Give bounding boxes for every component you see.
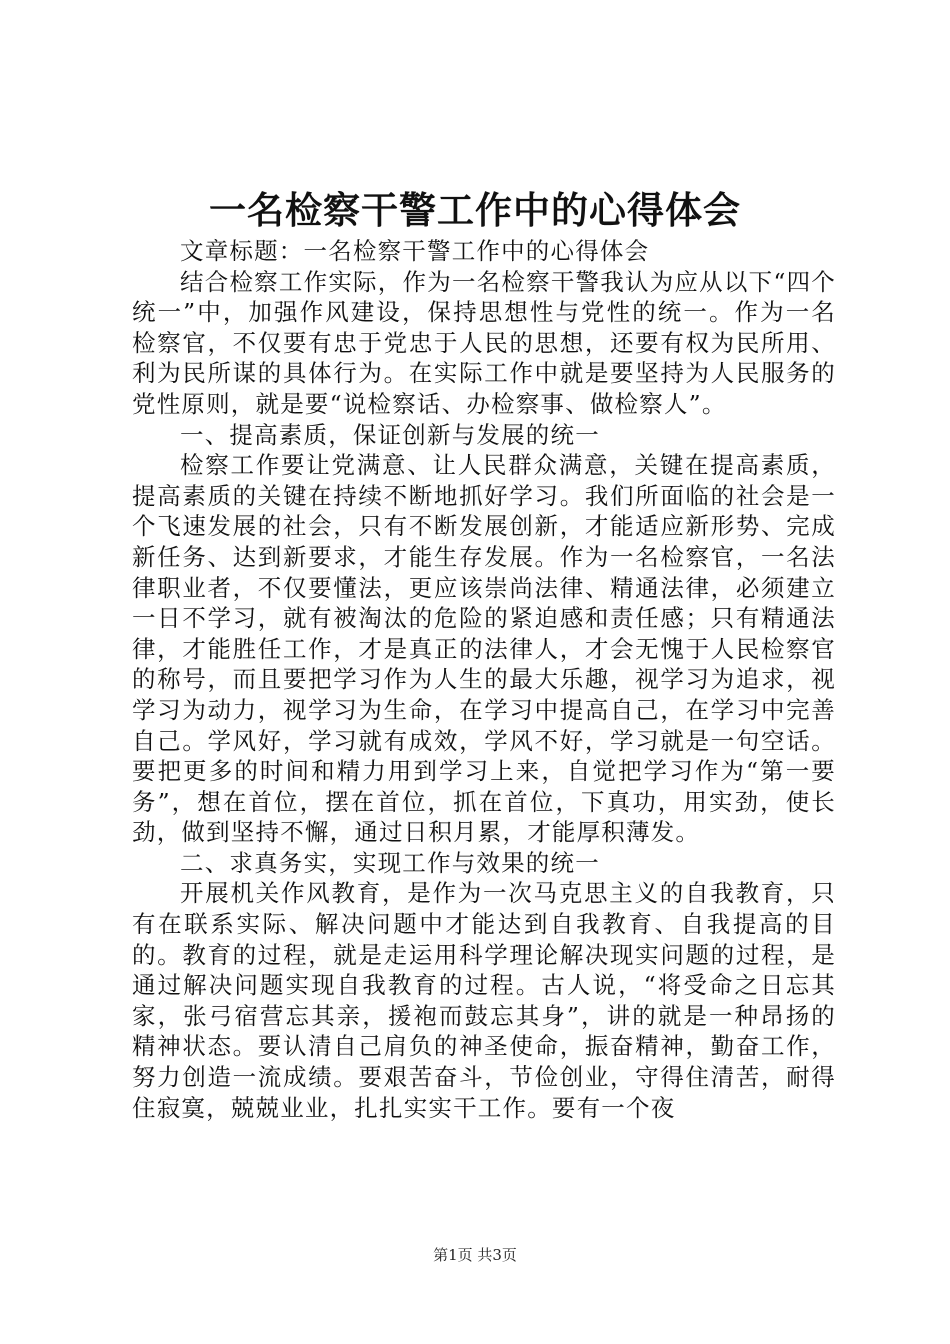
article-title-line: 文章标题：一名检察干警工作中的心得体会 xyxy=(180,237,650,265)
intro-paragraph: 结合检察工作实际，作为一名检察干警我认为应从以下“四个统一”中，加强作风建设，保持思想性与党性的统一。作为一名检察官，不仅要有忠于党忠于人民的思想，还要有权为民所用、利为民所谋的具体行为。在实际工作中就是要坚持为人民服务的党性原则，就是要“说检察话、办检察事、做检察人”。 xyxy=(132,267,836,418)
section-1-paragraph: 检察工作要让党满意、让人民群众满意，关键在提高素质，提高素质的关键在持续不断地抓好学习。我们所面临的社会是一个飞速发展的社会，只有不断发展创新，才能适应新形势、完成新任务、达到新要求，才能生存发展。作为一名检察官，一名法律职业者，不仅要懂法，更应该崇尚法律、精通法律，必须建立一日不学习，就有被淘汰的危险的紧迫感和责任感；只有精通法律，才能胜任工作，才是真正的法律人，才会无愧于人民检察官的称号，而且要把学习作为人生的最大乐趣，视学习为追求，视学习为动力，视学习为生命，在学习中提高自己，在学习中完善自己。学风好，学习就有成效，学风不好，学习就是一句空话。要把更多的时间和精力用到学习上来，自觉把学习作为“第一要务”，想在首位，摆在首位，抓在首位，下真功，用实劲，使长劲，做到坚持不懈，通过日积月累，才能厚积薄发。 xyxy=(132,451,836,847)
page-footer: 第1页 共3页 xyxy=(433,1246,517,1264)
section-2-paragraph: 开展机关作风教育，是作为一次马克思主义的自我教育，只有在联系实际、解决问题中才能达到自我教育、自我提高的目的。教育的过程，就是走运用科学理论解决现实问题的过程，是通过解决问题实现自我教育的过程。古人说，“将受命之日忘其家，张弓宿营忘其亲，援袍而鼓忘其身”，讲的就是一种昂扬的精神状态。要认清自己肩负的神圣使命，振奋精神，勤奋工作，努力创造一流成绩。要艰苦奋斗，节俭创业，守得住清苦，耐得住寂寞，兢兢业业，扎扎实实干工作。要有一个夜 xyxy=(132,879,836,1122)
section-heading-1: 一、提高素质，保证创新与发展的统一 xyxy=(180,420,600,449)
document-title: 一名检察干警工作中的心得体会 xyxy=(209,188,741,232)
section-heading-2: 二、求真务实，实现工作与效果的统一 xyxy=(180,848,600,877)
document-body xyxy=(132,236,836,1123)
